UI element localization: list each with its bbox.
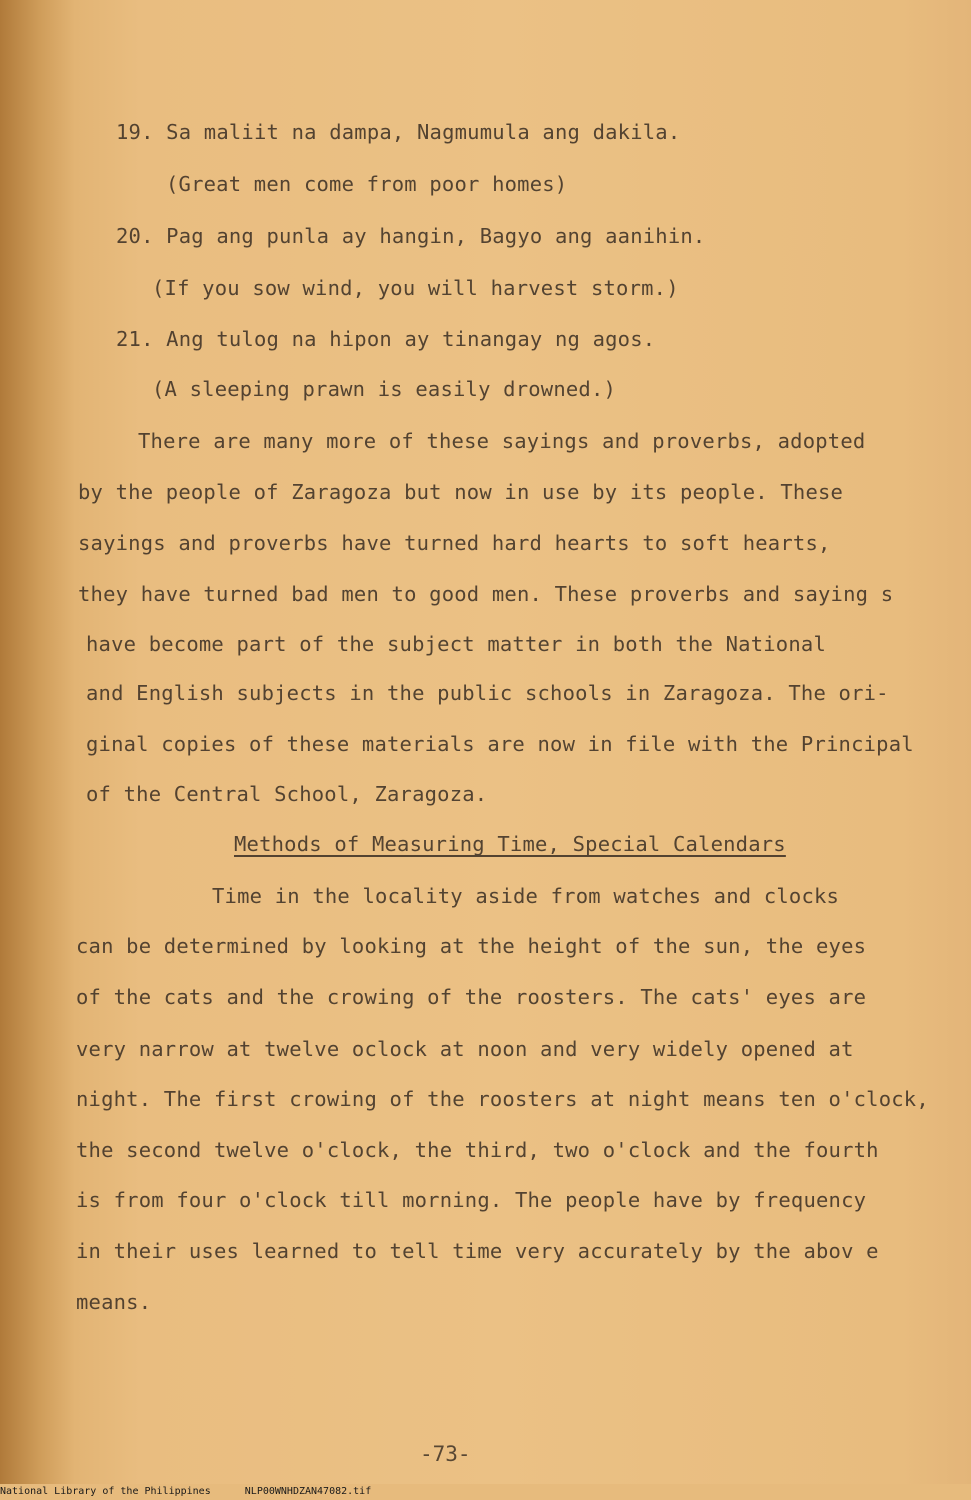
paragraph2-line: very narrow at twelve oclock at noon and very widely opened at	[76, 1037, 854, 1061]
section-heading: Methods of Measuring Time, Special Calendars	[234, 832, 786, 856]
paragraph2-line: the second twelve o'clock, the third, two o'clock and the fourth	[76, 1138, 879, 1162]
paragraph2-line: in their uses learned to tell time very accurately by the abov e	[76, 1239, 879, 1263]
proverb-19-translation: (Great men come from poor homes)	[166, 172, 568, 196]
paragraph1-line: sayings and proverbs have turned hard hearts to soft hearts,	[78, 531, 831, 555]
proverb-19: 19. Sa maliit na dampa, Nagmumula ang dakila.	[116, 120, 681, 144]
paragraph1-line: and English subjects in the public schools in Zaragoza. The ori-	[86, 681, 889, 705]
paragraph1-line: they have turned bad men to good men. These proverbs and saying s	[78, 582, 894, 606]
proverb-21: 21. Ang tulog na hipon ay tinangay ng agos.	[116, 327, 656, 351]
proverb-20: 20. Pag ang punla ay hangin, Bagyo ang aanihin.	[116, 224, 706, 248]
paragraph1-line: of the Central School, Zaragoza.	[86, 782, 488, 806]
footer-filename: NLP00WNHDZAN47082.tif	[244, 1486, 372, 1497]
paragraph2-line: night. The first crowing of the roosters at night means ten o'clock,	[76, 1087, 929, 1111]
paragraph2-line: Time in the locality aside from watches and clocks	[212, 884, 840, 908]
proverb-20-translation: (If you sow wind, you will harvest storm.)	[152, 276, 679, 300]
paragraph2-line: can be determined by looking at the height of the sun, the eyes	[76, 934, 867, 958]
paragraph2-line: of the cats and the crowing of the roosters. The cats' eyes are	[76, 985, 867, 1009]
paragraph2-line: is from four o'clock till morning. The people have by frequency	[76, 1188, 867, 1212]
paragraph1-line: by the people of Zaragoza but now in use by its people. These	[78, 480, 844, 504]
paragraph1-line: There are many more of these sayings and proverbs, adopted	[138, 429, 866, 453]
proverb-21-translation: (A sleeping prawn is easily drowned.)	[152, 377, 617, 401]
footer-library: National Library of the Philippines	[0, 1486, 211, 1497]
paragraph2-line: means.	[76, 1290, 152, 1314]
bleed-through-text	[300, 86, 312, 110]
page-number: -73-	[420, 1442, 471, 1466]
paragraph1-line: ginal copies of these materials are now in file with the Principal	[86, 732, 914, 756]
paragraph1-line: have become part of the subject matter in both the National	[86, 632, 826, 656]
scan-footer	[0, 1484, 971, 1500]
